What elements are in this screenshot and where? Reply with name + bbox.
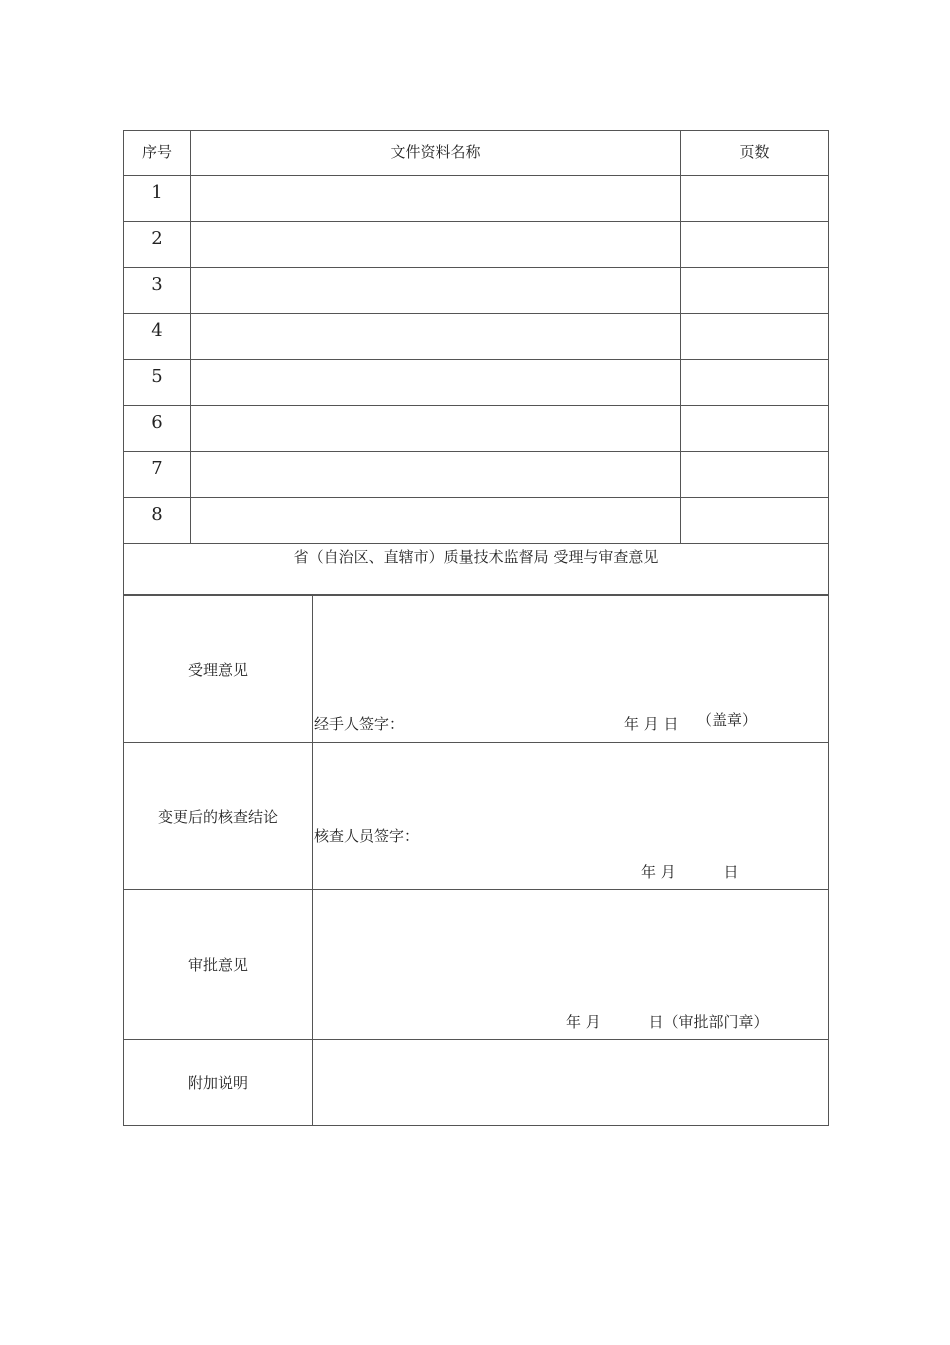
table-row [124, 222, 829, 268]
approval-label: 审批意见 [124, 890, 313, 1040]
verification-date: 年 月 日 [641, 863, 739, 881]
notes-row [124, 1040, 829, 1126]
file-list-header-row [124, 131, 829, 176]
file-name-cell[interactable] [191, 176, 681, 222]
verification-row [124, 743, 829, 890]
page-count-cell[interactable] [681, 406, 829, 452]
page-count-cell[interactable] [681, 314, 829, 360]
inspector-sign-label: 核查人员签字： [314, 827, 420, 845]
page-count-cell[interactable] [681, 268, 829, 314]
table-row [124, 360, 829, 406]
file-name-cell[interactable] [191, 360, 681, 406]
table-row [124, 176, 829, 222]
handler-sign-label: 经手人签字： [314, 715, 405, 733]
file-name-cell[interactable] [191, 222, 681, 268]
header-seq: 序号 [124, 131, 191, 176]
table-row [124, 268, 829, 314]
row-number: 4 [124, 314, 191, 360]
file-name-cell[interactable] [191, 406, 681, 452]
notes-label: 附加说明 [124, 1040, 313, 1126]
acceptance-label: 受理意见 [124, 596, 313, 743]
row-number: 8 [124, 498, 191, 544]
verification-conclusion-cell[interactable] [313, 743, 829, 890]
row-number: 7 [124, 452, 191, 498]
acceptance-date: 年 月 日 [624, 715, 679, 733]
table-row [124, 452, 829, 498]
row-number: 2 [124, 222, 191, 268]
seal-label: （盖章） [697, 711, 758, 729]
file-name-cell[interactable] [191, 268, 681, 314]
row-number: 3 [124, 268, 191, 314]
acceptance-row [124, 596, 829, 743]
review-table [123, 595, 829, 1126]
row-number: 6 [124, 406, 191, 452]
file-list-table [123, 130, 829, 595]
table-row [124, 314, 829, 360]
page-count-cell[interactable] [681, 222, 829, 268]
row-number: 1 [124, 176, 191, 222]
notes-cell[interactable] [313, 1040, 829, 1126]
header-pages: 页数 [681, 131, 829, 176]
file-name-cell[interactable] [191, 452, 681, 498]
approval-opinion-cell[interactable] [313, 890, 829, 1040]
page-count-cell[interactable] [681, 360, 829, 406]
approval-row [124, 890, 829, 1040]
file-name-cell[interactable] [191, 498, 681, 544]
approval-date: 年 月 日（审批部门章） [566, 1013, 769, 1031]
table-row [124, 406, 829, 452]
page-count-cell[interactable] [681, 452, 829, 498]
acceptance-opinion-cell[interactable] [313, 596, 829, 743]
page-count-cell[interactable] [681, 176, 829, 222]
page-count-cell[interactable] [681, 498, 829, 544]
header-file-name: 文件资料名称 [191, 131, 681, 176]
section-title-row [124, 544, 829, 595]
table-row [124, 498, 829, 544]
file-name-cell[interactable] [191, 314, 681, 360]
section-title: 省（自治区、直辖市）质量技术监督局 受理与审查意见 [124, 544, 829, 595]
row-number: 5 [124, 360, 191, 406]
verification-label: 变更后的核查结论 [124, 743, 313, 890]
